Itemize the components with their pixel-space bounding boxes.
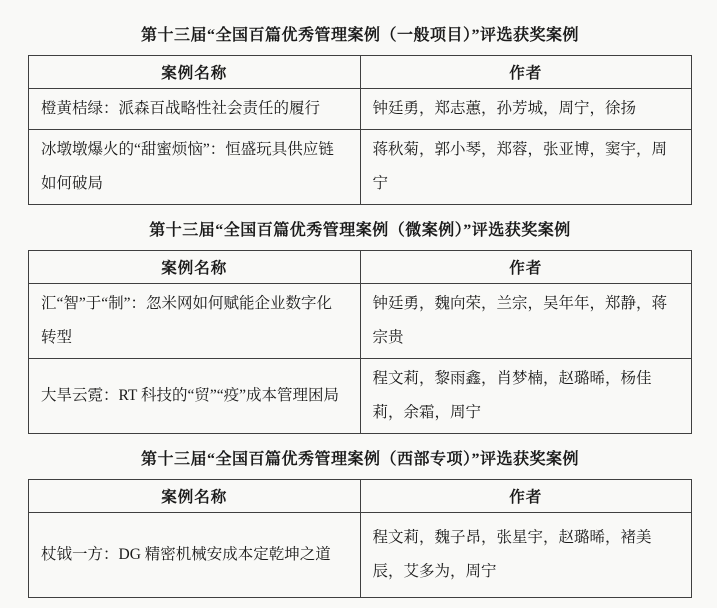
case-name-cell: 汇“智”于“制”：忽米网如何赋能企业数字化转型 [29,284,361,359]
authors-cell: 钟廷勇，郑志蕙，孙芳城，周宁，徐扬 [360,89,692,130]
authors-cell: 钟廷勇，魏向荣，兰宗，吴年年，郑静，蒋宗贵 [360,284,692,359]
table-header-row [29,251,692,284]
case-name-cell: 大旱云霓：RT 科技的“贸”“疫”成本管理困局 [29,359,361,434]
column-header-case-name: 案例名称 [29,56,361,89]
column-header-case-name: 案例名称 [29,480,361,513]
case-name-cell: 冰墩墩爆火的“甜蜜烦恼”：恒盛玩具供应链如何破局 [29,130,361,205]
awards-table-general [28,55,692,205]
table-header-row [29,480,692,513]
case-name-cell: 橙黄桔绿：派森百战略性社会责任的履行 [29,89,361,130]
section-title: 第十三届“全国百篇优秀管理案例（微案例）”评选获奖案例 [149,222,571,239]
column-header-author: 作者 [360,480,692,513]
authors-cell: 蒋秋菊，郭小琴，郑蓉，张亚博，窦宇，周宁 [360,130,692,205]
column-header-author: 作者 [360,56,692,89]
case-name-cell: 杖钺一方：DG 精密机械安成本定乾坤之道 [29,513,361,598]
awards-table-western [28,479,692,598]
table-row [29,513,692,598]
authors-cell: 程文莉，黎雨鑫，肖梦楠，赵璐晞，杨佳莉，余霜，周宁 [360,359,692,434]
award-section-western [28,448,692,598]
table-header-row [29,56,692,89]
column-header-case-name: 案例名称 [29,251,361,284]
table-row [29,89,692,130]
table-row [29,284,692,359]
table-row [29,130,692,205]
award-section-general [28,24,692,205]
awards-table-micro [28,250,692,434]
section-title: 第十三届“全国百篇优秀管理案例（西部专项）”评选获奖案例 [140,451,579,468]
award-section-micro [28,219,692,434]
table-row [29,359,692,434]
column-header-author: 作者 [360,251,692,284]
section-title: 第十三届“全国百篇优秀管理案例（一般项目）”评选获奖案例 [140,27,579,44]
authors-cell: 程文莉，魏子昂，张星宇，赵璐晞，褚美辰，艾多为，周宁 [360,513,692,598]
